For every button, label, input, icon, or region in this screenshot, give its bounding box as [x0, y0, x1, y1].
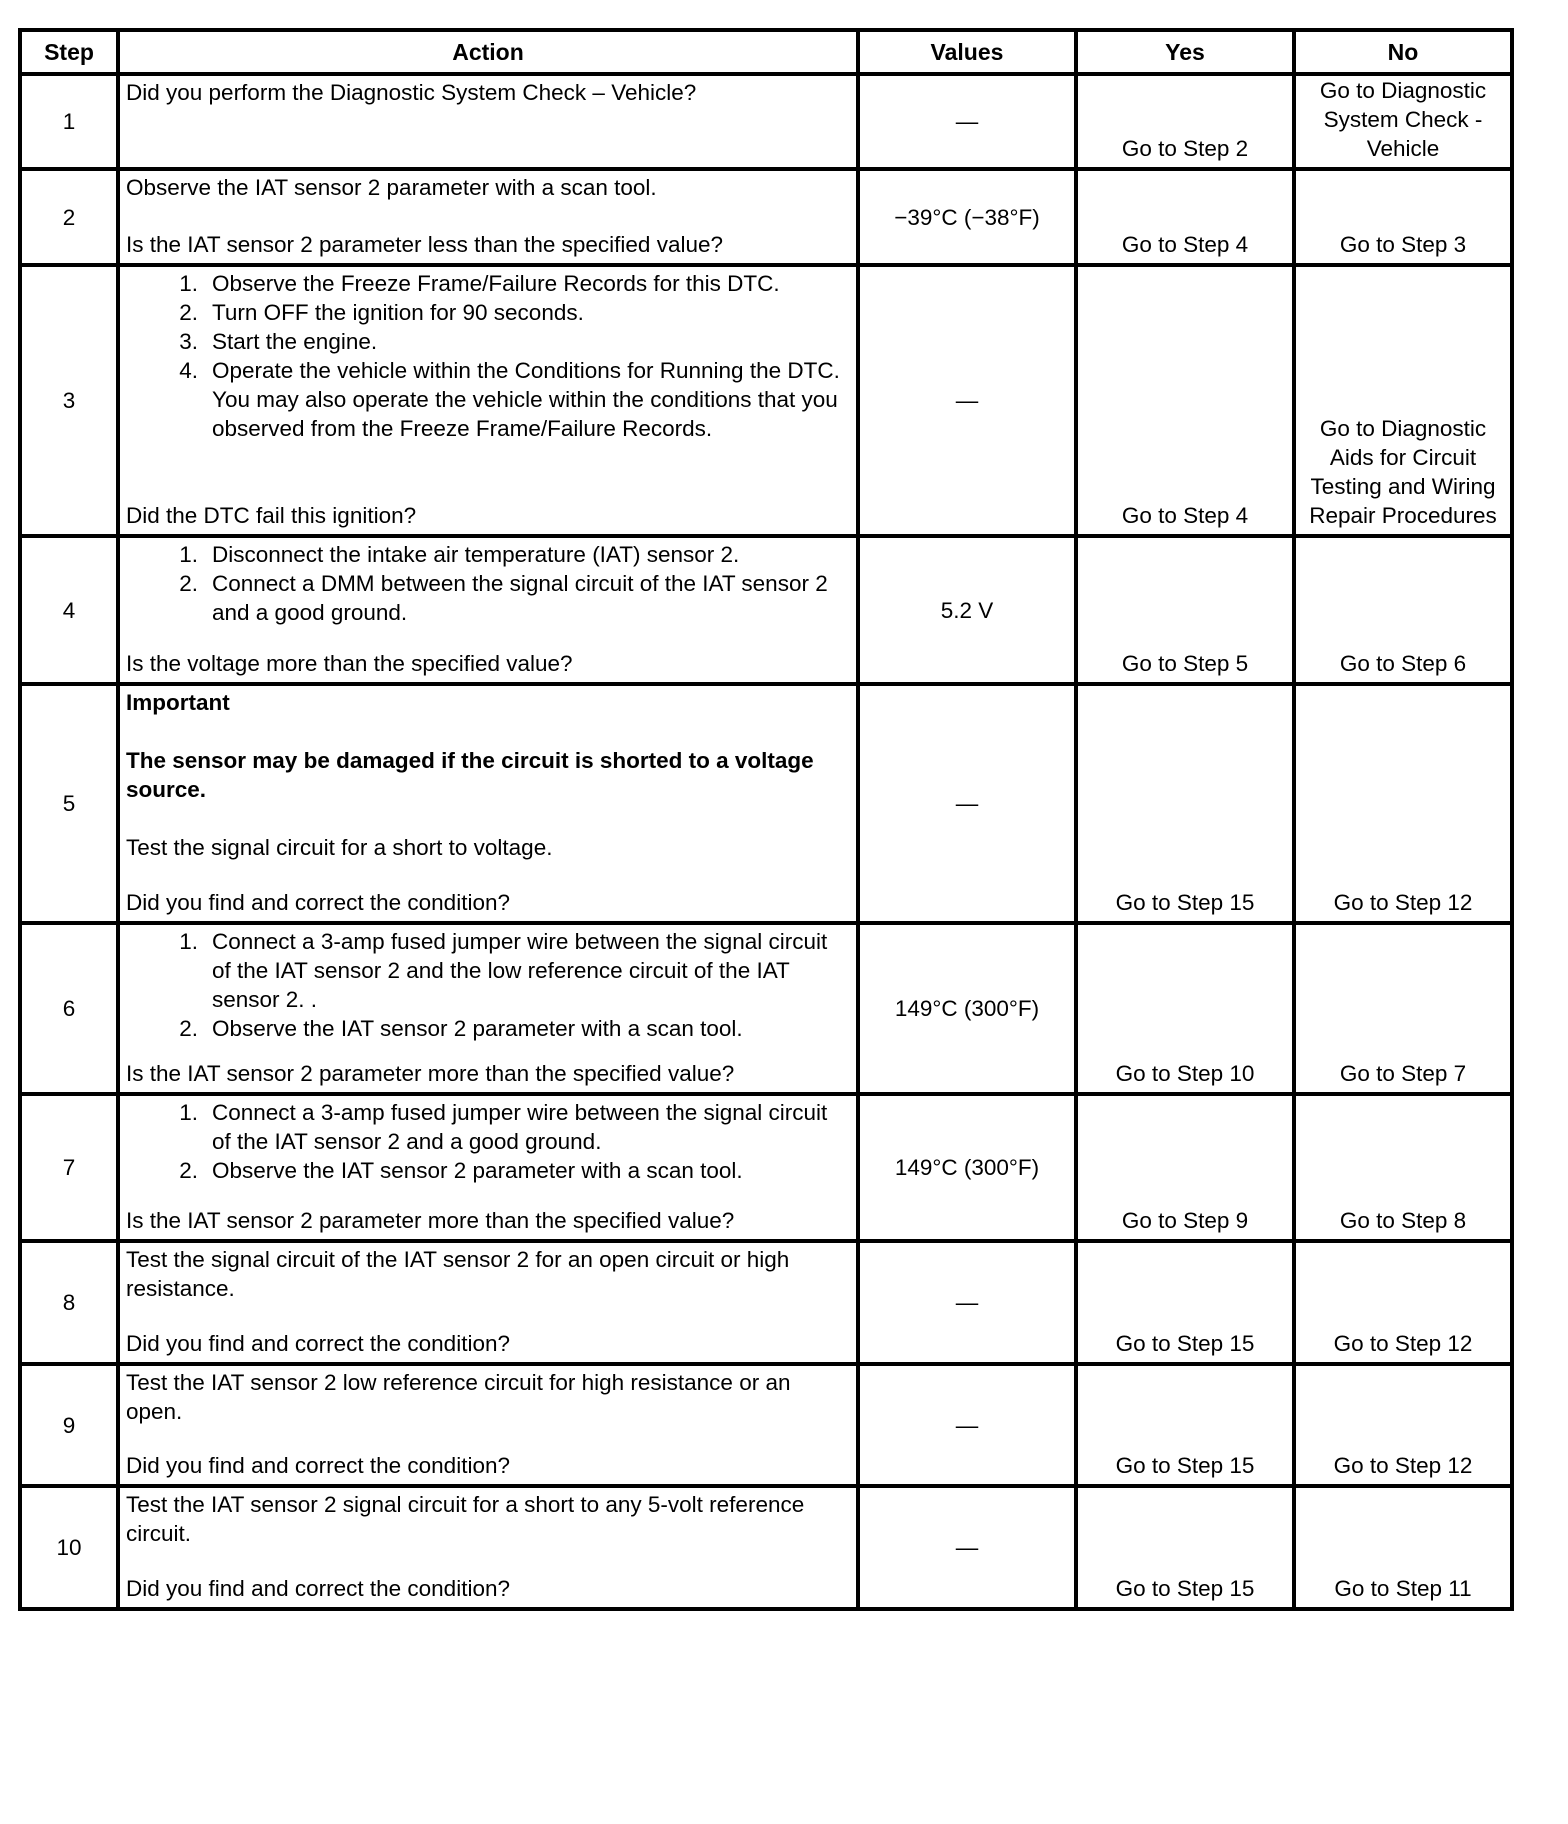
list-text: Disconnect the intake air temperature (IAT) sensor 2. [212, 542, 740, 567]
list-item [126, 1156, 850, 1185]
action-cell [118, 1486, 858, 1609]
action-top [126, 540, 850, 627]
value-cell: — [858, 265, 1076, 536]
action-question: Is the IAT sensor 2 parameter less than the specified value? [126, 232, 723, 257]
action-question: Is the IAT sensor 2 parameter more than the specified value? [126, 1208, 735, 1233]
list-item [126, 356, 850, 443]
step-number: 9 [20, 1364, 118, 1486]
list-text: Observe the IAT sensor 2 parameter with a scan tool. [212, 1158, 743, 1183]
yes-link: Go to Step 9 [1121, 1208, 1249, 1233]
step-number: 3 [20, 265, 118, 536]
list-number: 1. [179, 271, 198, 296]
action-question: Did you find and correct the condition? [126, 1453, 510, 1478]
action-text: Did you perform the Diagnostic System Check – Vehicle? [126, 80, 697, 105]
list-item [126, 569, 850, 627]
yes-link: Go to Step 15 [1115, 1331, 1255, 1356]
yes-cell [1076, 74, 1294, 169]
yes-cell [1076, 169, 1294, 265]
list-number: 1. [179, 1100, 198, 1125]
list-number: 2. [179, 571, 198, 596]
list-item [126, 927, 850, 1014]
action-question: Did you find and correct the condition? [126, 890, 510, 915]
action-content [120, 686, 856, 921]
action-cell [118, 684, 858, 923]
header-action: Action [118, 30, 858, 74]
no-cell [1294, 536, 1512, 684]
spacer [126, 717, 850, 746]
action-text: Test the signal circuit for a short to voltage. [126, 835, 553, 860]
numbered-list [126, 269, 850, 443]
numbered-list [126, 540, 850, 627]
yes-link: Go to Step 4 [1121, 503, 1249, 528]
action-content [120, 1096, 856, 1239]
value-cell: 149°C (300°F) [858, 923, 1076, 1094]
list-text: Connect a DMM between the signal circuit of the IAT sensor 2 and a good ground. [212, 571, 828, 625]
action-text: Test the signal circuit of the IAT sensor 2 for an open circuit or high resistance. [126, 1247, 790, 1301]
step-number: 7 [20, 1094, 118, 1241]
action-cell [118, 1241, 858, 1364]
step-number: 6 [20, 923, 118, 1094]
table-row [20, 684, 1512, 923]
action-cell [118, 536, 858, 684]
list-text: Connect a 3-amp fused jumper wire between the signal circuit of the IAT sensor 2 and a good ground. [212, 1100, 828, 1154]
list-number: 1. [179, 542, 198, 567]
no-link: Go to Step 3 [1339, 232, 1467, 257]
list-number: 3. [179, 329, 198, 354]
action-top [126, 1490, 850, 1548]
action-top [126, 927, 850, 1043]
list-number: 1. [179, 929, 198, 954]
no-link: Go to Step 7 [1339, 1061, 1467, 1086]
list-item [126, 1014, 850, 1043]
action-top [126, 1245, 850, 1303]
no-cell [1294, 1486, 1512, 1609]
value-cell: 149°C (300°F) [858, 1094, 1076, 1241]
header-step: Step [20, 30, 118, 74]
numbered-list [126, 927, 850, 1043]
action-text: Observe the IAT sensor 2 parameter with a scan tool. [126, 175, 657, 200]
yes-link: Go to Step 10 [1115, 1061, 1255, 1086]
action-content [120, 76, 856, 167]
yes-cell [1076, 923, 1294, 1094]
value-cell: — [858, 1364, 1076, 1486]
yes-cell [1076, 265, 1294, 536]
table-row [20, 1486, 1512, 1609]
action-top [126, 78, 850, 107]
list-text: Turn OFF the ignition for 90 seconds. [212, 300, 584, 325]
list-item [126, 269, 850, 298]
list-item [126, 298, 850, 327]
value-cell: — [858, 74, 1076, 169]
action-content [120, 1243, 856, 1362]
step-number: 8 [20, 1241, 118, 1364]
table-row [20, 169, 1512, 265]
action-list [126, 927, 850, 1043]
action-content [120, 538, 856, 682]
no-link: Go to Step 6 [1339, 651, 1467, 676]
list-item [126, 1098, 850, 1156]
step-number: 10 [20, 1486, 118, 1609]
action-text: Test the IAT sensor 2 low reference circuit for high resistance or an open. [126, 1370, 791, 1424]
action-top [126, 1368, 850, 1426]
list-text: Observe the IAT sensor 2 parameter with a scan tool. [212, 1016, 743, 1041]
table-row [20, 1094, 1512, 1241]
important-heading: Important [126, 690, 230, 715]
header-values: Values [858, 30, 1076, 74]
action-top [126, 1098, 850, 1185]
no-link: Go to Step 11 [1334, 1576, 1472, 1601]
list-number: 4. [179, 358, 198, 383]
no-cell [1294, 684, 1512, 923]
yes-link: Go to Step 15 [1115, 1453, 1255, 1478]
table-row [20, 74, 1512, 169]
action-cell [118, 923, 858, 1094]
list-number: 2. [179, 300, 198, 325]
header-no: No [1294, 30, 1512, 74]
table-row [20, 1364, 1512, 1486]
no-cell [1294, 1094, 1512, 1241]
list-text: Start the engine. [212, 329, 378, 354]
list-number: 2. [179, 1158, 198, 1183]
yes-cell [1076, 684, 1294, 923]
table-row [20, 923, 1512, 1094]
list-number: 2. [179, 1016, 198, 1041]
no-cell [1294, 923, 1512, 1094]
numbered-list [126, 1098, 850, 1185]
action-cell [118, 74, 858, 169]
action-question: Did you find and correct the condition? [126, 1331, 510, 1356]
value-cell: — [858, 1241, 1076, 1364]
action-content [120, 1366, 856, 1484]
no-cell [1294, 1364, 1512, 1486]
no-link: Go to Step 8 [1339, 1208, 1467, 1233]
action-content [120, 267, 856, 534]
action-content [120, 171, 856, 263]
yes-link: Go to Step 4 [1121, 232, 1249, 257]
yes-link: Go to Step 5 [1121, 651, 1249, 676]
header-row [20, 30, 1512, 74]
no-link: Go to Step 12 [1333, 1453, 1473, 1478]
no-link: Go to Step 12 [1333, 890, 1473, 915]
yes-cell [1076, 1364, 1294, 1486]
action-top [126, 269, 850, 443]
list-item [126, 540, 850, 569]
action-top [126, 688, 850, 862]
no-cell [1294, 169, 1512, 265]
no-link: Go to Diagnostic Aids for Circuit Testing and Wiring Repair Procedures [1309, 416, 1497, 528]
table-row [20, 536, 1512, 684]
action-list [126, 1098, 850, 1185]
action-cell [118, 1364, 858, 1486]
action-list [126, 540, 850, 627]
action-text: Test the IAT sensor 2 signal circuit for a short to any 5-volt reference circuit. [126, 1492, 805, 1546]
action-content [120, 925, 856, 1092]
step-number: 1 [20, 74, 118, 169]
spacer [126, 804, 850, 833]
action-cell [118, 1094, 858, 1241]
action-list [126, 269, 850, 443]
no-link: Go to Diagnostic System Check - Vehicle [1319, 78, 1487, 161]
action-question: Did the DTC fail this ignition? [126, 503, 417, 528]
table-row [20, 265, 1512, 536]
no-cell [1294, 74, 1512, 169]
value-cell: 5.2 V [858, 536, 1076, 684]
yes-link: Go to Step 2 [1121, 136, 1249, 161]
value-cell: — [858, 1486, 1076, 1609]
yes-cell [1076, 1094, 1294, 1241]
yes-cell [1076, 1486, 1294, 1609]
action-question: Is the voltage more than the specified value? [126, 651, 573, 676]
action-question: Did you find and correct the condition? [126, 1576, 510, 1601]
action-top [126, 173, 850, 202]
step-number: 4 [20, 536, 118, 684]
list-text: Connect a 3-amp fused jumper wire between the signal circuit of the IAT sensor 2 and the low reference circuit of the IAT sensor 2. . [212, 929, 828, 1012]
action-cell [118, 265, 858, 536]
yes-cell [1076, 536, 1294, 684]
important-text: The sensor may be damaged if the circuit is shorted to a voltage source. [126, 748, 814, 802]
step-number: 2 [20, 169, 118, 265]
table-row [20, 1241, 1512, 1364]
no-cell [1294, 265, 1512, 536]
diagnostic-table [18, 28, 1514, 1611]
action-question: Is the IAT sensor 2 parameter more than the specified value? [126, 1061, 735, 1086]
no-link: Go to Step 12 [1333, 1331, 1473, 1356]
action-cell [118, 169, 858, 265]
yes-cell [1076, 1241, 1294, 1364]
list-text: Observe the Freeze Frame/Failure Records for this DTC. [212, 271, 780, 296]
list-item [126, 327, 850, 356]
action-content [120, 1488, 856, 1607]
list-text: Operate the vehicle within the Conditions for Running the DTC. You may also operate the vehicle within the conditions that you observed from the Freeze Frame/Failure Records. [212, 358, 840, 441]
header-yes: Yes [1076, 30, 1294, 74]
value-cell: — [858, 684, 1076, 923]
no-cell [1294, 1241, 1512, 1364]
step-number: 5 [20, 684, 118, 923]
yes-link: Go to Step 15 [1115, 1576, 1255, 1601]
yes-link: Go to Step 15 [1115, 890, 1255, 915]
value-cell: −39°C (−38°F) [858, 169, 1076, 265]
